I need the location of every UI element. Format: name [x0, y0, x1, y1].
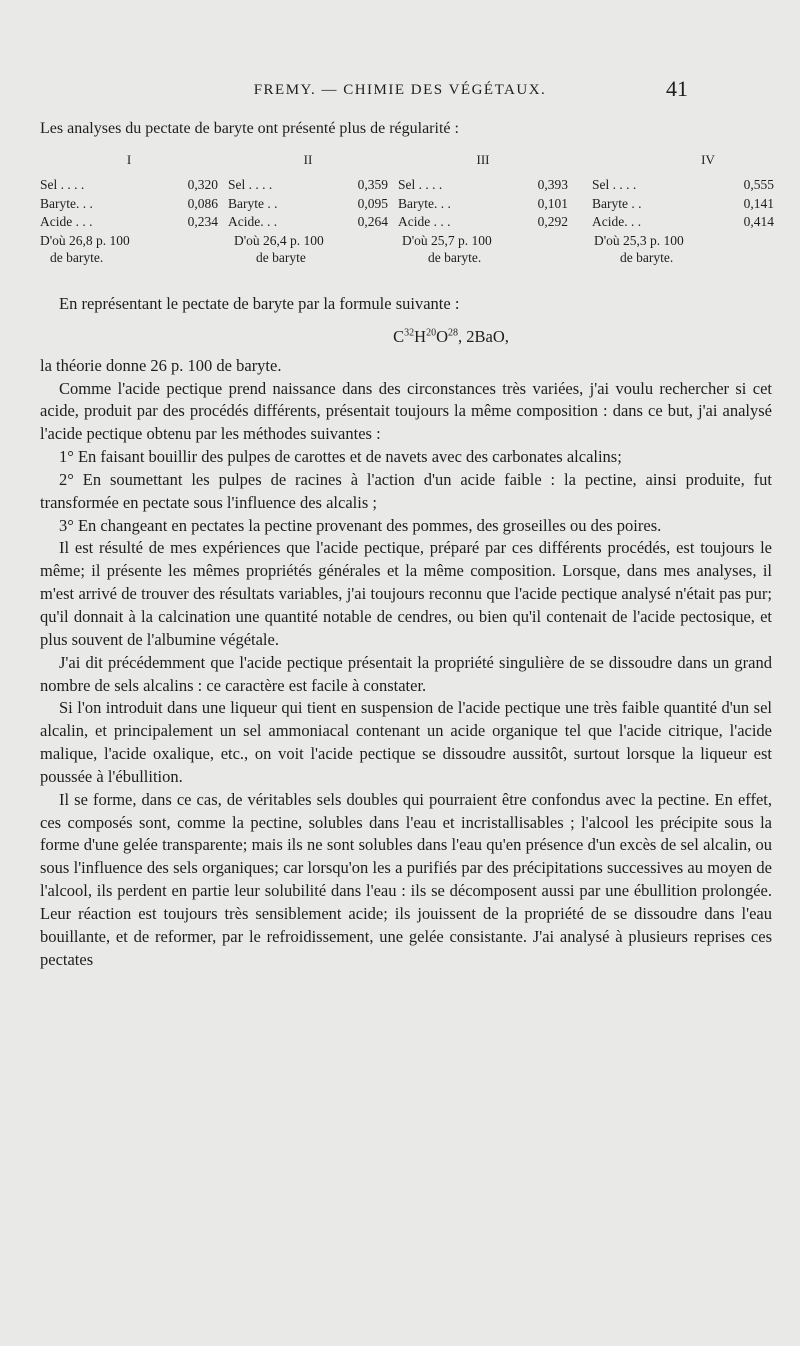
formula-rest: , 2BaO, [457, 326, 509, 346]
conclusion-line-2: de baryte. [428, 249, 482, 265]
row-label: Acide . . . [398, 214, 451, 229]
paragraph: 3° En changeant en pectates la pectine provenant des pommes, des groseilles ou des poires. [59, 515, 662, 535]
paragraph: 2° En soumettant les pulpes de racines à l'action d'un acide faible : la pectine, ainsi produite, fut transformée en pectate sous l'influence des alcalis ; [40, 469, 772, 512]
row-value: 0,320 [187, 177, 218, 192]
analysis-row [398, 213, 568, 232]
column-numeral: II [303, 152, 313, 167]
paragraph: Il se forme, dans ce cas, de véritables sels doubles qui pourraient être confondus avec la pectine. En effet, ces composés sont, comme la pectine, solubles dans l'eau et incristallisables ; l'alcool les précipite sous la forme d'une gelée transparente; mais ils ne sont solubles dans l'eau qu'en présence d'un excès de sel alcalin, ou sous l'influence des sels organiques; car lorsqu'on les a purifiés par des précipitations successives au moyen de l'alcool, ils perdent en partie leur solubilité dans l'eau : ils se décomposent aussi par une ébullition prolongée. Leur réaction est toujours très sensiblement acide; ils jouissent de la propriété de se dissoudre dans l'eau bouillante, et de reformer, par le refroidissement, une gelée consistante. J'ai analysé à plusieurs reprises ces pectates [40, 789, 772, 969]
formula-element: H [414, 326, 427, 346]
row-label: Sel . . . . [228, 177, 273, 192]
analysis-conclusion [592, 232, 774, 266]
row-label: Sel . . . . [592, 177, 637, 192]
formula-subscript: 32 [404, 327, 415, 339]
analysis-row [592, 213, 774, 232]
row-value: 0,555 [743, 177, 774, 192]
analysis-row [228, 213, 388, 232]
conclusion-line-1: D'où 25,3 p. 100 [594, 232, 684, 248]
analysis-column-3 [398, 152, 568, 266]
row-value: 0,234 [187, 214, 218, 229]
analysis-row [40, 213, 218, 232]
row-label: Baryte. . . [398, 195, 451, 211]
page-header [0, 76, 800, 106]
row-value: 0,414 [743, 214, 774, 229]
row-value: 0,264 [357, 214, 388, 229]
analysis-row [398, 176, 568, 195]
row-value: 0,101 [537, 195, 568, 211]
row-label: Sel . . . . [40, 177, 85, 192]
paragraph: Il est résulté de mes expériences que l'acide pectique, préparé par ces différents procédés, est toujours le même; il présente les mêmes propriétés générales et la même composition. Lorsque, dans mes analyses, il m'est arrivé de trouver des résultats variables, j'ai toujours reconnu que l'acide pectique analysé n'était pas pur; qu'il donnait à la calcination une quantité notable de cendres, ou bien qu'il contenait de l'acide pectosique, et plus souvent de l'albumine végétale. [40, 538, 772, 649]
paragraph: 1° En faisant bouillir des pulpes de carottes et de navets avec des carbonates alcalins; [59, 447, 622, 467]
analysis-row [592, 176, 774, 195]
intro-line: Les analyses du pectate de baryte ont présenté plus de régularité : [40, 120, 459, 137]
analysis-row [40, 195, 218, 214]
running-title: FREMY. — CHIMIE DES VÉGÉTAUX. [253, 82, 547, 98]
row-label: Sel . . . . [398, 177, 443, 192]
row-label: Acide. . . [592, 214, 642, 229]
conclusion-line-1: D'où 26,4 p. 100 [234, 232, 324, 248]
analysis-column-4 [592, 152, 774, 266]
formula-element: C [393, 326, 405, 346]
conclusion-line-2: de baryte. [50, 249, 104, 265]
row-label: Baryte. . . [40, 195, 93, 211]
column-numeral: I [126, 152, 132, 167]
analysis-column-2 [228, 152, 388, 266]
paragraph: la théorie donne 26 p. 100 de baryte. [40, 355, 282, 375]
conclusion-line-2: de baryte [256, 249, 306, 265]
row-value: 0,359 [357, 177, 388, 192]
row-value: 0,141 [743, 195, 774, 211]
paragraph: J'ai dit précédemment que l'acide pectique présentait la propriété singulière de se dissoudre dans un grand nombre de sels alcalins : ce caractère est facile à constater. [40, 652, 772, 695]
analysis-row [40, 176, 218, 195]
analysis-conclusion [398, 232, 568, 266]
page-number: 41 [666, 76, 688, 101]
column-numeral: III [476, 152, 490, 167]
analysis-tables [0, 152, 800, 302]
analysis-conclusion [228, 232, 388, 266]
column-numeral: IV [701, 152, 715, 167]
row-value: 0,086 [187, 195, 218, 211]
row-value: 0,292 [537, 214, 568, 229]
row-value: 0,095 [357, 195, 388, 211]
body-text [40, 293, 772, 971]
analysis-row [228, 176, 388, 195]
analysis-column-1 [40, 152, 218, 266]
analysis-row [228, 195, 388, 214]
analysis-row [398, 195, 568, 214]
conclusion-line-1: D'où 25,7 p. 100 [402, 232, 492, 248]
chemical-formula [40, 326, 772, 349]
analysis-row [592, 195, 774, 214]
row-value: 0,393 [537, 177, 568, 192]
row-label: Baryte . . [228, 195, 278, 211]
row-label: Acide. . . [228, 214, 278, 229]
row-label: Acide . . . [40, 214, 93, 229]
formula-subscript: 20 [426, 327, 437, 339]
paragraph: Si l'on introduit dans une liqueur qui tient en suspension de l'acide pectique une très faible quantité d'un sel alcalin, et principalement un sel ammoniacal contenant un acide organique tel que l'acide citrique, l'acide malique, l'acide oxalique, etc., on voit l'acide pectique se dissoudre aussitôt, surtout lorsque la liqueur est poussée à l'ébullition. [40, 698, 772, 786]
row-label: Baryte . . [592, 195, 642, 211]
formula-subscript: 28 [447, 327, 458, 339]
conclusion-line-2: de baryte. [620, 249, 674, 265]
formula-element: O [436, 326, 448, 346]
paragraph: Comme l'acide pectique prend naissance dans des circonstances très variées, j'ai voulu rechercher si cet acide, produit par des procédés différents, présentait toujours la même composition : dans ce but, j'ai analysé l'acide pectique obtenu par les méthodes suivantes : [40, 378, 772, 444]
formula-intro: En représentant le pectate de baryte par la formule suivante : [59, 294, 460, 313]
analysis-conclusion [40, 232, 218, 266]
conclusion-line-1: D'où 26,8 p. 100 [40, 232, 130, 248]
